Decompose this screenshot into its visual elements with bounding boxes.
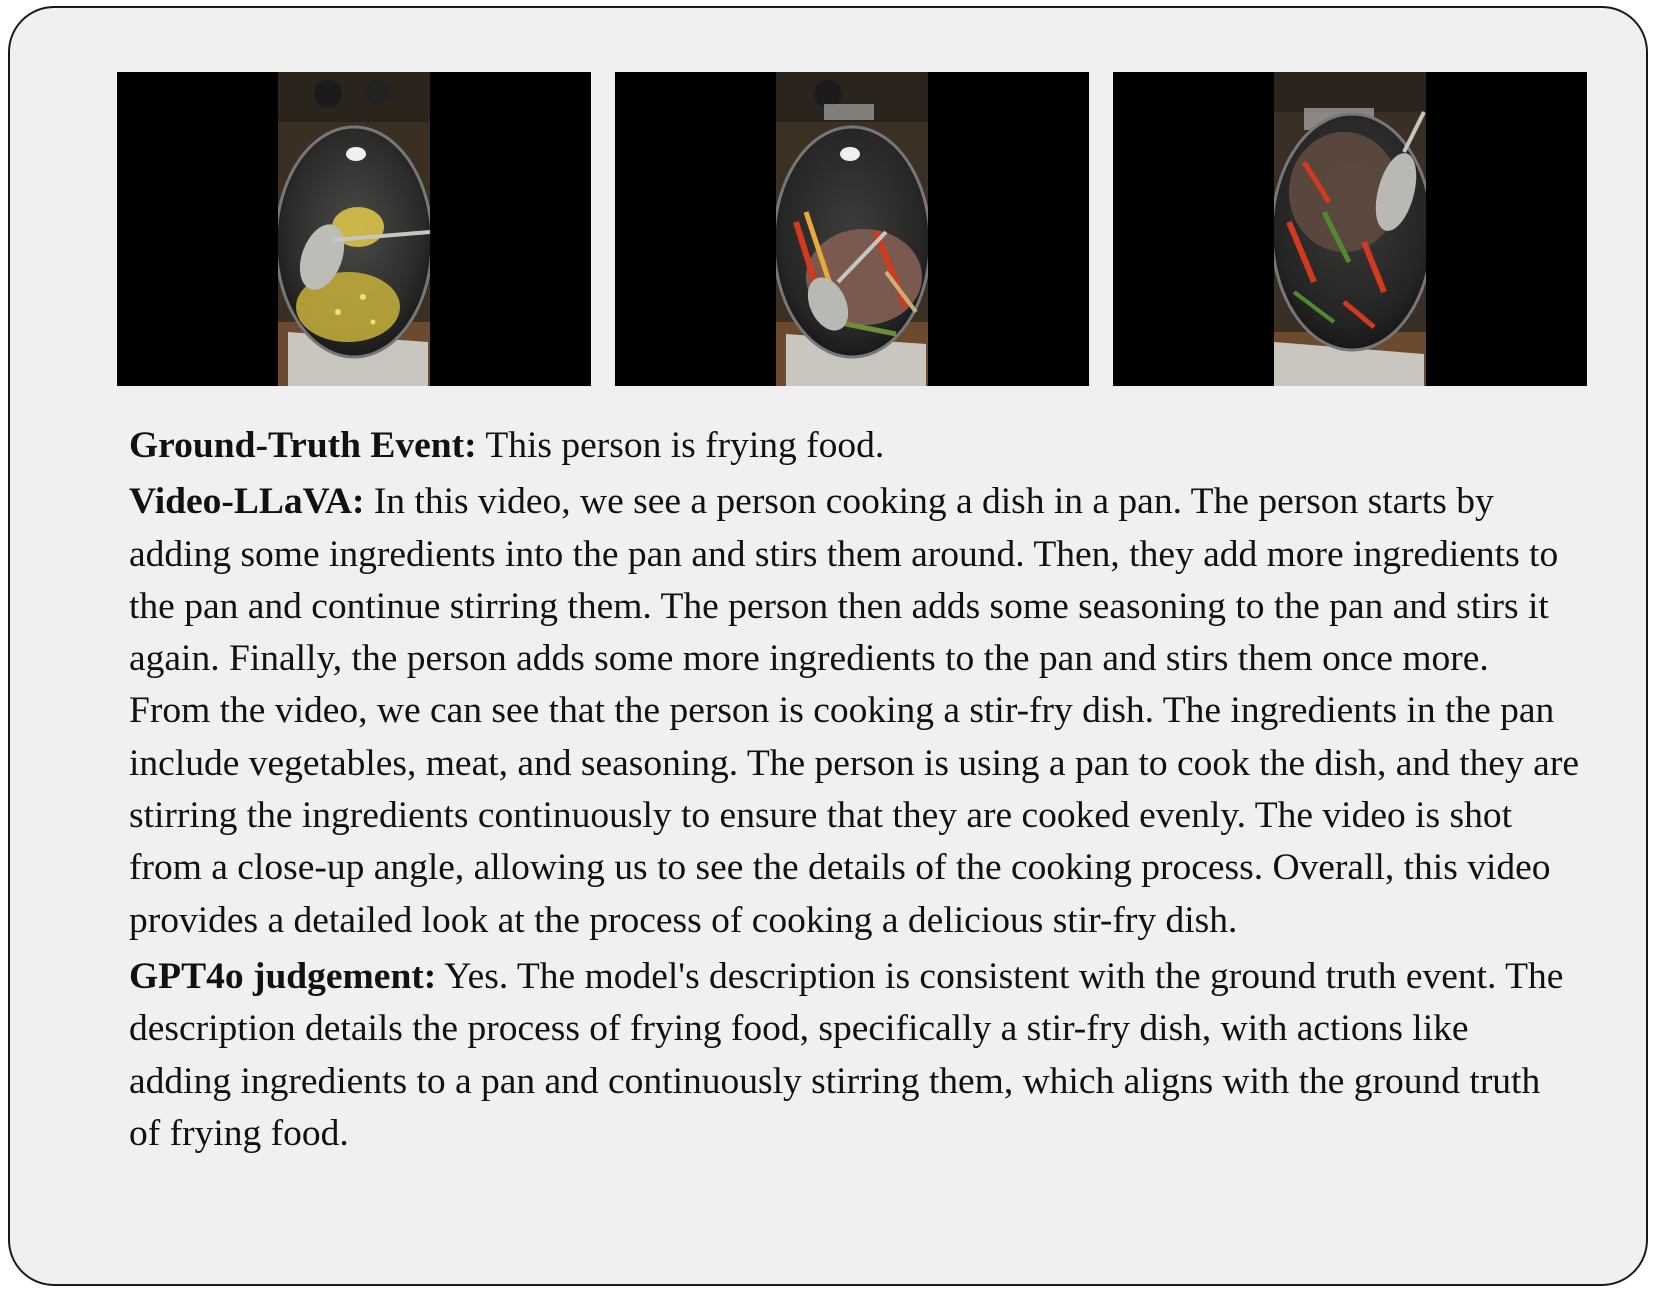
video-frames-row bbox=[117, 72, 1587, 386]
wok-tossing-frame-icon bbox=[1274, 72, 1426, 386]
video-llava-text: In this video, we see a person cooking a dish in a pan. The person starts by adding some ingredients into the pan and stirs them around. Then, they add more ingredients to the pan and continue stirring them. The person then adds some seasoning to the pan and stirs it again. Finally, the person adds some more ingredients to the pan and stirs them once more. From the video, we can see that the person is cooking a stir-fry dish. The ingredients in the pan include vegetables, meat, and seasoning. The person is using a pan to cook the dish, and they are stirring the ingredients continuously to ensure that they are cooked evenly. The video is shot from a close-up angle, allowing us to see the details of the cooking process. Overall, this video provides a detailed look at the process of cooking a delicious stir-fry dish. bbox=[129, 481, 1579, 941]
wok-oil-frame-icon bbox=[278, 72, 430, 386]
ground-truth-text: This person is frying food. bbox=[476, 425, 885, 466]
video-frame-1 bbox=[117, 72, 591, 386]
ground-truth-label: Ground-Truth Event: bbox=[129, 425, 477, 466]
video-llava-paragraph bbox=[129, 476, 1579, 947]
ground-truth-paragraph bbox=[129, 420, 1579, 472]
example-card bbox=[8, 6, 1648, 1286]
gpt4o-text: Yes. The model's description is consistent with the ground truth event. The description details the process of frying food, specifically a stir-fry dish, with actions like adding ingredients to a pan and continuously stirring them, which aligns with the ground truth of frying food. bbox=[129, 955, 1564, 1154]
gpt4o-paragraph bbox=[129, 951, 1579, 1160]
video-frame-2 bbox=[615, 72, 1089, 386]
video-frame-3 bbox=[1113, 72, 1587, 386]
video-llava-label: Video-LLaVA: bbox=[129, 481, 365, 523]
wok-stirfry-frame-icon bbox=[776, 72, 928, 386]
evaluation-text bbox=[129, 420, 1579, 1164]
gpt4o-label: GPT4o judgement: bbox=[129, 955, 437, 997]
